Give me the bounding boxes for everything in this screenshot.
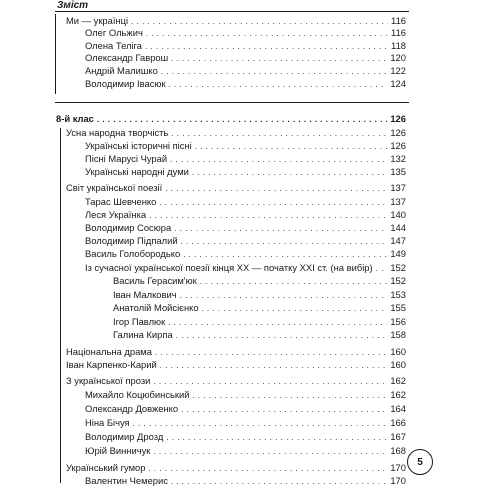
toc-entry[interactable]: Леся Українка . . . 140 [85, 208, 406, 222]
tree-line [55, 102, 409, 103]
toc-entry[interactable]: Ніна Бічуя . . . 166 [85, 416, 406, 430]
toc-entry[interactable]: Українські народні думи . . . 135 [85, 165, 406, 179]
toc-entry[interactable]: Юрій Винничук . . . 168 [85, 444, 406, 458]
toc-entry[interactable]: Світ української поезії . . . 137 [66, 181, 406, 195]
toc-entry[interactable]: Володимир Дрозд . . . 167 [85, 430, 406, 444]
toc-entry[interactable]: Іван Малкович . . . 153 [113, 288, 406, 302]
toc-entry[interactable]: Тарас Шевченко . . . 137 [85, 195, 406, 209]
toc-entry[interactable]: Володимир Івасюк . . . 124 [85, 77, 406, 91]
toc-entry[interactable]: Український гумор . . . 170 [66, 461, 406, 475]
toc-entry[interactable]: Василь Голобородько . . . 149 [85, 247, 406, 261]
toc-entry[interactable]: Пісні Марусі Чурай . . . 132 [85, 152, 406, 166]
toc-entry[interactable]: Олександр Гаврош . . . 120 [85, 51, 406, 65]
page-title: Зміст [57, 0, 89, 11]
toc-entry[interactable]: Із сучасної української поезії кінця XX — початку XXI ст. (на вибір) . . . 152 [85, 261, 406, 275]
toc-entry[interactable]: Василь Герасим'юк . . . 152 [113, 274, 406, 288]
toc-entry[interactable]: Ігор Павлюк . . . 156 [113, 315, 406, 329]
tree-line [55, 14, 56, 94]
toc-entry[interactable]: Валентин Чемерис . . . 170 [85, 474, 406, 488]
toc-entry[interactable]: Олег Ольжич . . . 116 [85, 26, 406, 40]
toc-section-heading[interactable]: 8-й клас . . . 126 [56, 112, 406, 126]
toc-entry[interactable]: Іван Карпенко-Карий . . . 160 [66, 358, 406, 372]
toc-entry[interactable]: Галина Кирпа . . . 158 [113, 328, 406, 342]
toc-entry[interactable]: Андрій Малишко . . . 122 [85, 64, 406, 78]
toc-entry[interactable]: Усна народна творчість . . . 126 [66, 126, 406, 140]
toc-entry[interactable]: Українські історичні пісні . . . 126 [85, 139, 406, 153]
toc-entry[interactable]: З української прози . . . 162 [66, 374, 406, 388]
toc-entry[interactable]: Анатолій Мойсієнко . . . 155 [113, 301, 406, 315]
toc-entry[interactable]: Національна драма . . . 160 [66, 345, 406, 359]
page-number-badge: 5 [407, 449, 433, 475]
toc-entry[interactable]: Володимир Сосюра . . . 144 [85, 221, 406, 235]
toc-entry[interactable]: Олена Теліга . . . 118 [85, 39, 406, 53]
toc-entry[interactable]: Олександр Довженко . . . 164 [85, 402, 406, 416]
toc-entry[interactable]: Володимир Підпалий . . . 147 [85, 234, 406, 248]
toc-entry[interactable]: Ми — українці . . . 116 [66, 14, 406, 28]
toc-entry[interactable]: Михайло Коцюбинський . . . 162 [85, 388, 406, 402]
tree-line [60, 128, 61, 483]
